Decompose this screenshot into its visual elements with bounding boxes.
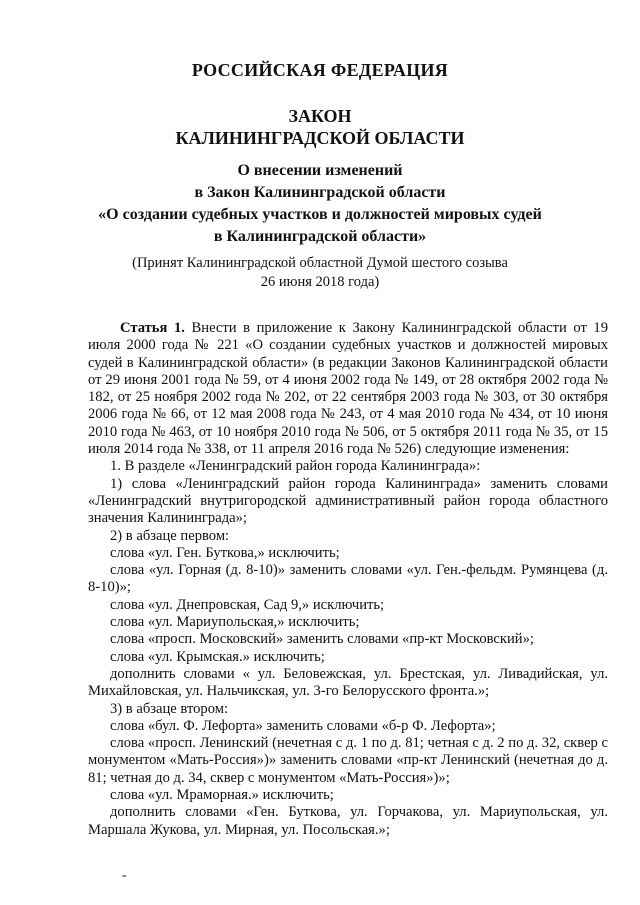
amendment-item: слова «ул. Ген. Буткова,» исключить; (110, 544, 340, 561)
law-title-line3: «О создании судебных участков и должностей мировых судей (98, 206, 542, 223)
amendment-item: 2) в абзаце первом: (110, 527, 230, 544)
adoption-note-line1: (Принят Калининградской областной Думой шестого созыва (132, 255, 508, 271)
federation-heading: РОССИЙСКАЯ ФЕДЕРАЦИЯ (191, 60, 449, 80)
amendment-item: дополнить словами « ул. Беловежская, ул. Брестская, ул. Ливадийская, ул. Михайловская, ул. Нальчикская, ул. 3-го Белорусского фронта.»; (88, 665, 608, 700)
footer-mark: - (122, 868, 127, 883)
amendment-item: слова «просп. Ленинский (нечетная с д. 1 по д. 81; четная с д. 2 по д. 32, сквер с монументом «Мать-Россия»)» заменить словами «пр-кт Ленинский (нечетная до д. 81; четная до д. 34, сквер с монументом «Мать-Россия»)»; (88, 735, 608, 786)
law-title-line2: в Закон Калининградской области (194, 184, 446, 201)
adoption-note (0, 254, 640, 292)
law-heading (0, 105, 640, 149)
law-title-line1: О внесении изменений (237, 162, 403, 179)
law-heading-line2: КАЛИНИНГРАДСКОЙ ОБЛАСТИ (175, 128, 465, 148)
article-text: Внести в приложение к Закону Калининградской области от 19 июля 2000 года № 221 «О создании судебных участков и должностей мировых судей в Калининградской области» (в редакции Законов Калининградской области от 29 июня 2001 года № 59, от 4 июня 2002 года № 149, от 28 октября 2002 года № 182, от 25 ноября 2002 года № 202, от 22 сентября 2003 года № 303, от 30 октября 2006 года № 66, от 12 мая 2008 года № 243, от 4 мая 2010 года № 434, от 10 июня 2010 года № 463, от 10 ноября 2010 года № 506, от 5 октября 2011 года № 35, от 15 июля 2014 года № 338, от 11 апреля 2016 года № 526) следующие изменения: (88, 320, 608, 458)
law-title (0, 160, 640, 248)
document-body (88, 320, 608, 839)
amendment-item: 3) в абзаце втором: (110, 700, 229, 717)
amendment-item: 1) слова «Ленинградский район города Калининграда» заменить словами «Ленинградский внутригородской административный район города областного значения Калининграда»; (88, 475, 608, 527)
amendment-item: слова «ул. Днепровская, Сад 9,» исключить; (110, 596, 385, 613)
adoption-note-line2: 26 июня 2018 года) (260, 274, 380, 290)
amendment-item: слова «бул. Ф. Лефорта» заменить словами «б-р Ф. Лефорта»; (110, 717, 496, 734)
amendment-item: слова «ул. Крымская.» исключить; (110, 648, 325, 665)
law-heading-line1: ЗАКОН (288, 106, 352, 126)
article-label: Статья 1. (120, 320, 185, 336)
article-paragraph (88, 320, 608, 458)
law-title-line4: в Калининградской области» (213, 228, 427, 245)
section-item: 1. В разделе «Ленинградский район города Калининграда»: (110, 458, 481, 475)
amendment-item: дополнить словами «Ген. Буткова, ул. Горчакова, ул. Мариупольская, ул. Маршала Жукова, ул. Мирная, ул. Посольская.»; (88, 804, 608, 838)
amendment-item: слова «ул. Мариупольская,» исключить; (110, 614, 360, 631)
amendment-item: слова «ул. Горная (д. 8-10)» заменить словами «ул. Ген.-фельдм. Румянцева (д. 8-10)»; (88, 562, 608, 596)
amendment-item: слова «просп. Московский» заменить словами «пр-кт Московский»; (110, 631, 534, 648)
amendment-item: слова «ул. Мраморная.» исключить; (110, 787, 334, 804)
